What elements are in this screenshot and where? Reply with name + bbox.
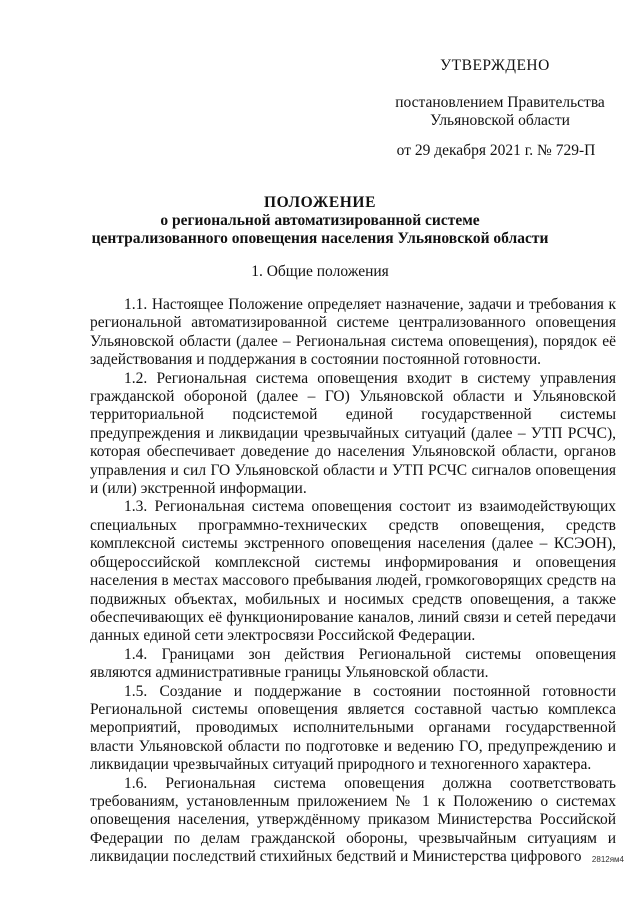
document-body xyxy=(90,296,616,867)
paragraph: 1.2. Региональная система оповещения входит в систему управления гражданской обороной (далее – ГО) Ульяновской области и Ульяновской территориальной подсистемой единой государственной системы предупреждения и ликвидации чрезвычайных ситуаций (далее – УТП РСЧС), которая обеспечивает доведение до населения Ульяновской области, органов управления и сил ГО Ульяновской области и УТП РСЧС сигналов оповещения и (или) экстренной информации. xyxy=(90,369,616,498)
paragraph: 1.6. Региональная система оповещения должна соответствовать требованиям, установленным приложением № 1 к Положению о системах оповещения населения, утверждённому приказом Министерства Российской Федерации по делам гражданской обороны, чрезвычайным ситуациям и ликвидации последствий стихийных бедствий и Министерства цифрового xyxy=(90,774,616,866)
document-title: ПОЛОЖЕНИЕ xyxy=(263,194,377,211)
decree-date: от 29 декабря 2021 г. № 729-П xyxy=(396,142,596,159)
document-subtitle: централизованного оповещения населения Ульяновской области xyxy=(91,230,549,247)
decree-line: постановлением Правительства xyxy=(395,94,605,111)
decree-line: Ульяновской области xyxy=(430,112,570,129)
section-heading: 1. Общие положения xyxy=(251,263,389,280)
paragraph: 1.4. Границами зон действия Региональной системы оповещения являются административные границы Ульяновской области. xyxy=(90,645,616,682)
document-subtitle: о региональной автоматизированной системе xyxy=(160,212,480,229)
paragraph: 1.3. Региональная система оповещения состоит из взаимодействующих специальных программно-технических средств оповещения, средств комплексной системы экстренного оповещения населения (далее – КСЭОН), общероссийской комплексной системы информирования и оповещения населения в местах массового пребывания людей, громкоговорящих средств на подвижных объектах, мобильных и носимых средств оповещения, а также обеспечивающих её функционирование каналов, линий связи и сетей передачи данных единой сети электросвязи Российской Федерации. xyxy=(90,498,616,645)
footer-code: 2812ям4 xyxy=(591,855,624,864)
paragraph: 1.5. Создание и поддержание в состоянии постоянной готовности Региональной системы оповещения является составной частью комплекса мероприятий, проводимых исполнительными органами государственной власти Ульяновской области по подготовке и ведению ГО, предупреждению и ликвидации чрезвычайных ситуаций природного и техногенного характера. xyxy=(90,682,616,774)
paragraph: 1.1. Настоящее Положение определяет назначение, задачи и требования к региональной автоматизированной системе централизованного оповещения Ульяновской области (далее – Региональная система оповещения), порядок её задействования и поддержания в состоянии постоянной готовности. xyxy=(90,296,616,369)
approval-stamp: УТВЕРЖДЕНО xyxy=(440,57,550,74)
